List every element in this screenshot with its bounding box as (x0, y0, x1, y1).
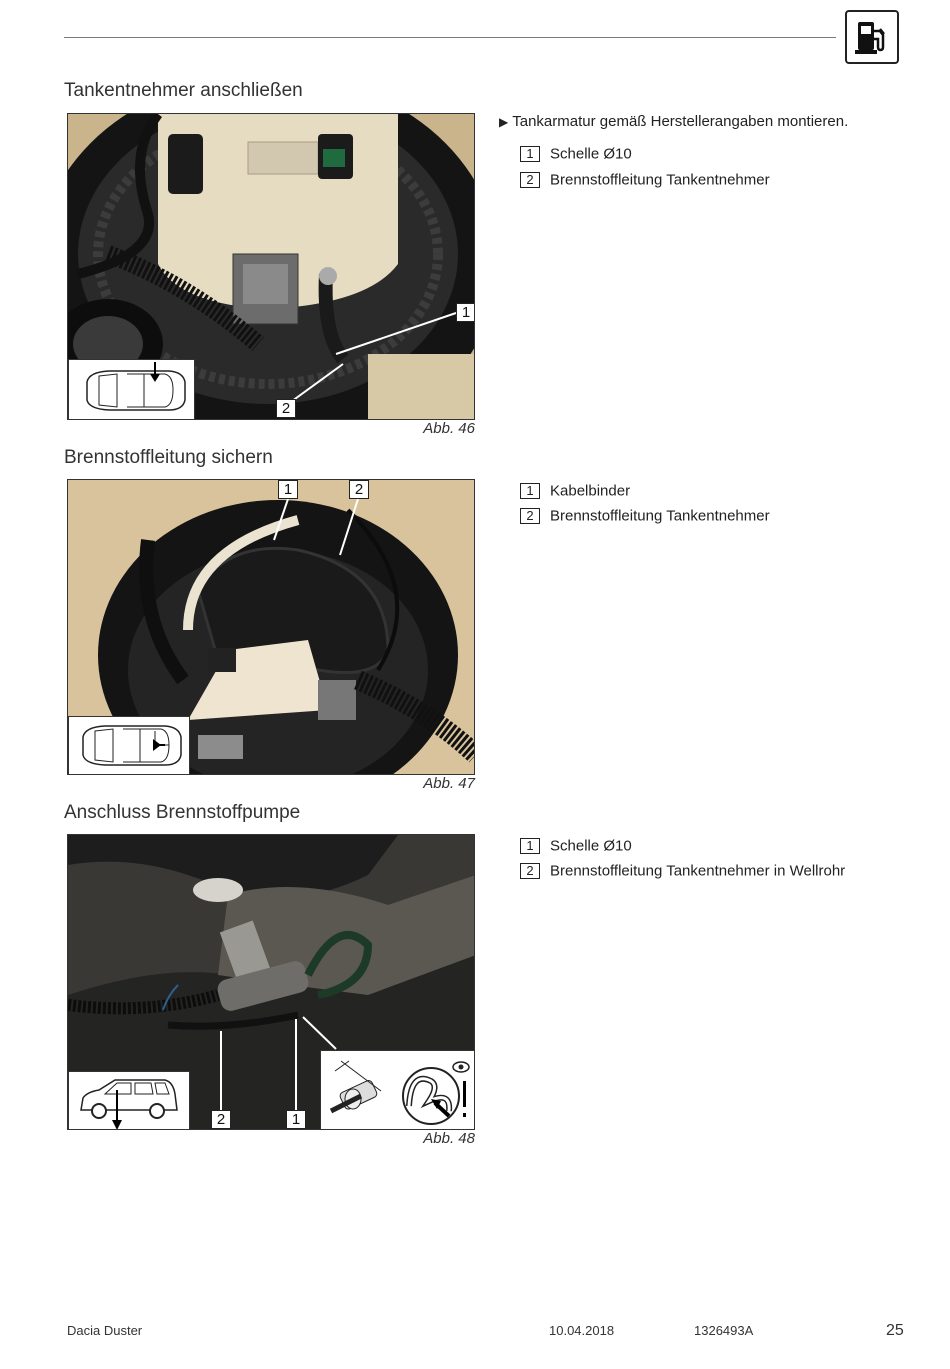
hose-clamp-detail-icon (320, 1050, 475, 1130)
legend-text: Brennstoffleitung Tankentnehmer in Wellrohr (550, 862, 846, 880)
footer-doc-number: 1326493A (694, 1323, 754, 1338)
legend-text: Brennstoffleitung Tankentnehmer (550, 507, 770, 525)
section-title-3: Anschluss Brennstoffpumpe (64, 802, 301, 823)
figure-caption-47: Abb. 47 (423, 775, 475, 792)
car-side-view-icon (68, 1071, 190, 1130)
callout-1: 1 (278, 480, 298, 499)
callout-2: 2 (211, 1110, 231, 1129)
figure-photo-48 (67, 834, 475, 1130)
section-title-1: Tankentnehmer anschließen (64, 80, 303, 101)
instruction-text: Tankarmatur gemäß Herstellerangaben montieren. (512, 113, 849, 130)
legend-text: Schelle Ø10 (550, 145, 632, 163)
legend-text: Kabelbinder (550, 482, 631, 500)
legend-number: 1 (520, 483, 540, 499)
instruction-step (499, 113, 848, 130)
page-number: 25 (886, 1322, 904, 1339)
callout-1: 1 (456, 303, 475, 322)
figure-photo-47 (67, 479, 475, 775)
bullet-triangle-icon: ▶ (499, 115, 509, 129)
callout-1: 1 (286, 1110, 306, 1129)
legend-text: Brennstoffleitung Tankentnehmer (550, 171, 770, 189)
legend-text: Schelle Ø10 (550, 837, 632, 855)
legend-item (520, 171, 770, 189)
footer-date: 10.04.2018 (549, 1323, 615, 1338)
car-top-view-icon (68, 716, 190, 775)
legend-item (520, 507, 770, 525)
legend-number: 1 (520, 146, 540, 162)
legend-item (520, 837, 632, 855)
section-title-2: Brennstoffleitung sichern (64, 447, 273, 468)
callout-2: 2 (276, 399, 296, 418)
callout-2: 2 (349, 480, 369, 499)
legend-number: 2 (520, 172, 540, 188)
legend-item (520, 862, 845, 880)
footer-model: Dacia Duster (67, 1323, 143, 1338)
fuel-pump-icon (845, 10, 899, 64)
legend-number: 2 (520, 508, 540, 524)
legend-item (520, 482, 630, 500)
legend-number: 1 (520, 838, 540, 854)
car-top-view-icon (68, 359, 195, 420)
legend-item (520, 145, 632, 163)
legend-number: 2 (520, 863, 540, 879)
figure-caption-48: Abb. 48 (423, 1130, 475, 1147)
header-rule (64, 37, 836, 38)
figure-caption-46: Abb. 46 (423, 420, 475, 437)
figure-photo-46 (67, 113, 475, 420)
